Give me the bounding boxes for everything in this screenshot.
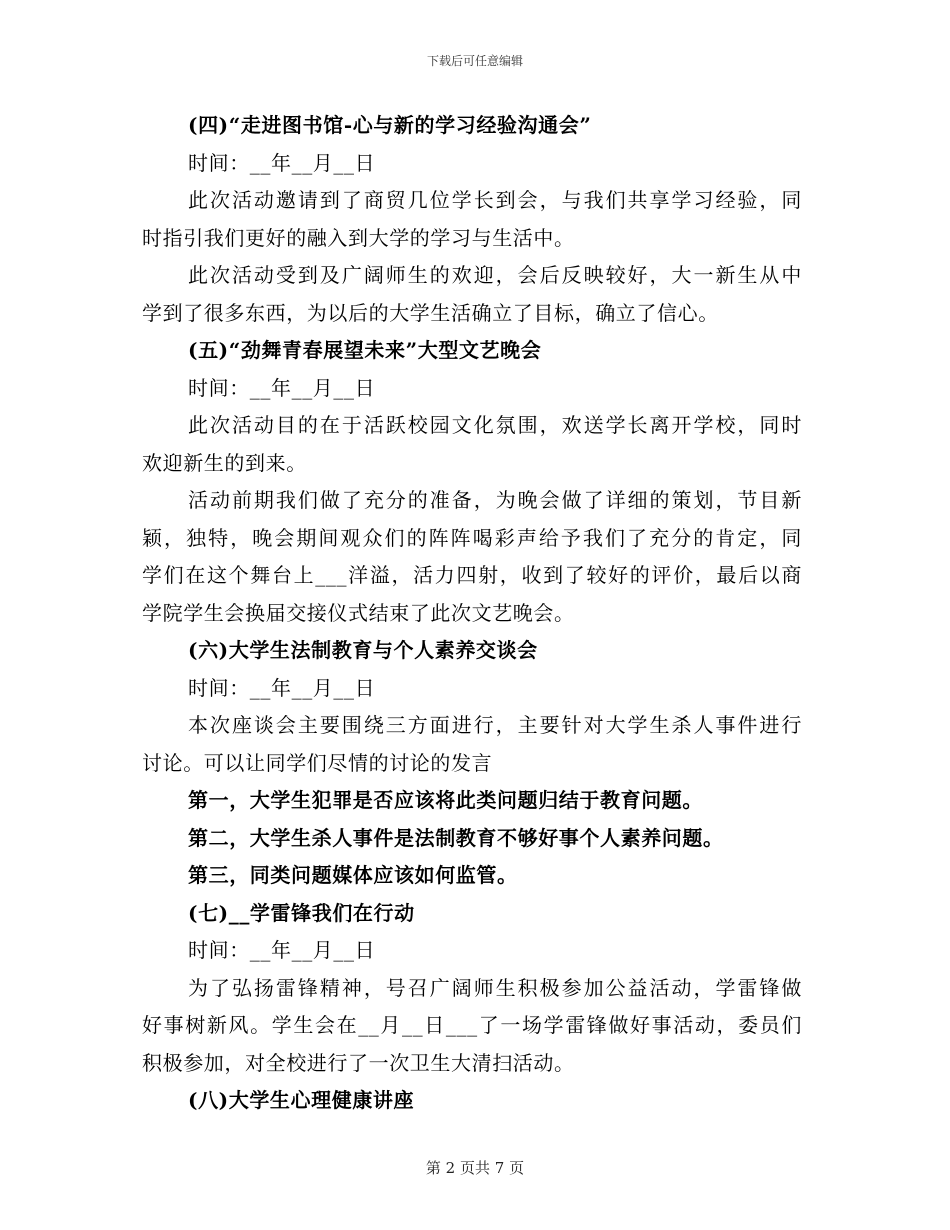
paragraph-line: 时间：__年__月__日 xyxy=(188,375,376,400)
document-body xyxy=(142,107,802,1120)
paragraph-line: 时间：__年__月__日 xyxy=(188,675,376,700)
section-heading-line: 第二，大学生杀人事件是法制教育不够好事个人素养问题。 xyxy=(188,825,724,850)
paragraph-line: 本次座谈会主要围绕三方面进行，主要针对大学生杀人事件进行 xyxy=(188,713,802,737)
section-heading-line: (八)大学生心理健康讲座 xyxy=(188,1088,415,1112)
paragraph-line: 此次活动邀请到了商贸几位学长到会，与我们共享学习经验，同 xyxy=(188,188,802,212)
paragraph-line: 学们在这个舞台上___洋溢，活力四射，收到了较好的评价，最后以商 xyxy=(142,563,802,587)
paragraph-line: 时指引我们更好的融入到大学的学习与生活中。 xyxy=(142,225,575,250)
paragraph-line: 积极参加，对全校进行了一次卫生大清扫活动。 xyxy=(142,1050,575,1075)
section-heading-line: (六)大学生法制教育与个人素养交谈会 xyxy=(188,638,538,662)
paragraph-line: 为了弘扬雷锋精神，号召广阔师生积极参加公益活动，学雷锋做 xyxy=(188,975,802,1000)
paragraph-line: 颖，独特，晚会期间观众们的阵阵喝彩声给予我们了充分的肯定，同 xyxy=(142,525,802,550)
paragraph-line: 此次活动受到及广阔师生的欢迎，会后反映较好，大一新生从中 xyxy=(188,263,802,287)
section-heading-line: (五)“劲舞青春展望未来”大型文艺晚会 xyxy=(188,338,542,362)
paragraph-line: 好事树新风。学生会在__月__日___了一场学雷锋做好事活动，委员们 xyxy=(142,1013,802,1037)
paragraph-line: 此次活动目的在于活跃校园文化氛围，欢送学长离开学校，同时 xyxy=(188,413,802,437)
section-heading-line: (四)“走进图书馆-心与新的学习经验沟通会” xyxy=(188,113,592,137)
section-heading-line: 第一，大学生犯罪是否应该将此类问题归结于教育问题。 xyxy=(188,788,703,812)
page-header: 下载后可任意编辑 xyxy=(426,54,523,68)
section-heading-line: 第三，同类问题媒体应该如何监管。 xyxy=(188,863,518,887)
paragraph-line: 学院学生会换届交接仪式结束了此次文艺晚会。 xyxy=(142,600,575,625)
paragraph-line: 时间：__年__月__日 xyxy=(188,150,376,175)
page-footer: 第 2 页共 7 页 xyxy=(425,1159,525,1177)
paragraph-line: 时间：__年__月__日 xyxy=(188,938,376,962)
paragraph-line: 学到了很多东西，为以后的大学生活确立了目标，确立了信心。 xyxy=(142,300,719,325)
paragraph-line: 欢迎新生的到来。 xyxy=(142,450,307,475)
paragraph-line: 活动前期我们做了充分的准备，为晚会做了详细的策划，节目新 xyxy=(188,488,802,512)
paragraph-line: 讨论。可以让同学们尽情的讨论的发言 xyxy=(142,750,493,775)
section-heading-line: (七)__学雷锋我们在行动 xyxy=(188,900,415,925)
